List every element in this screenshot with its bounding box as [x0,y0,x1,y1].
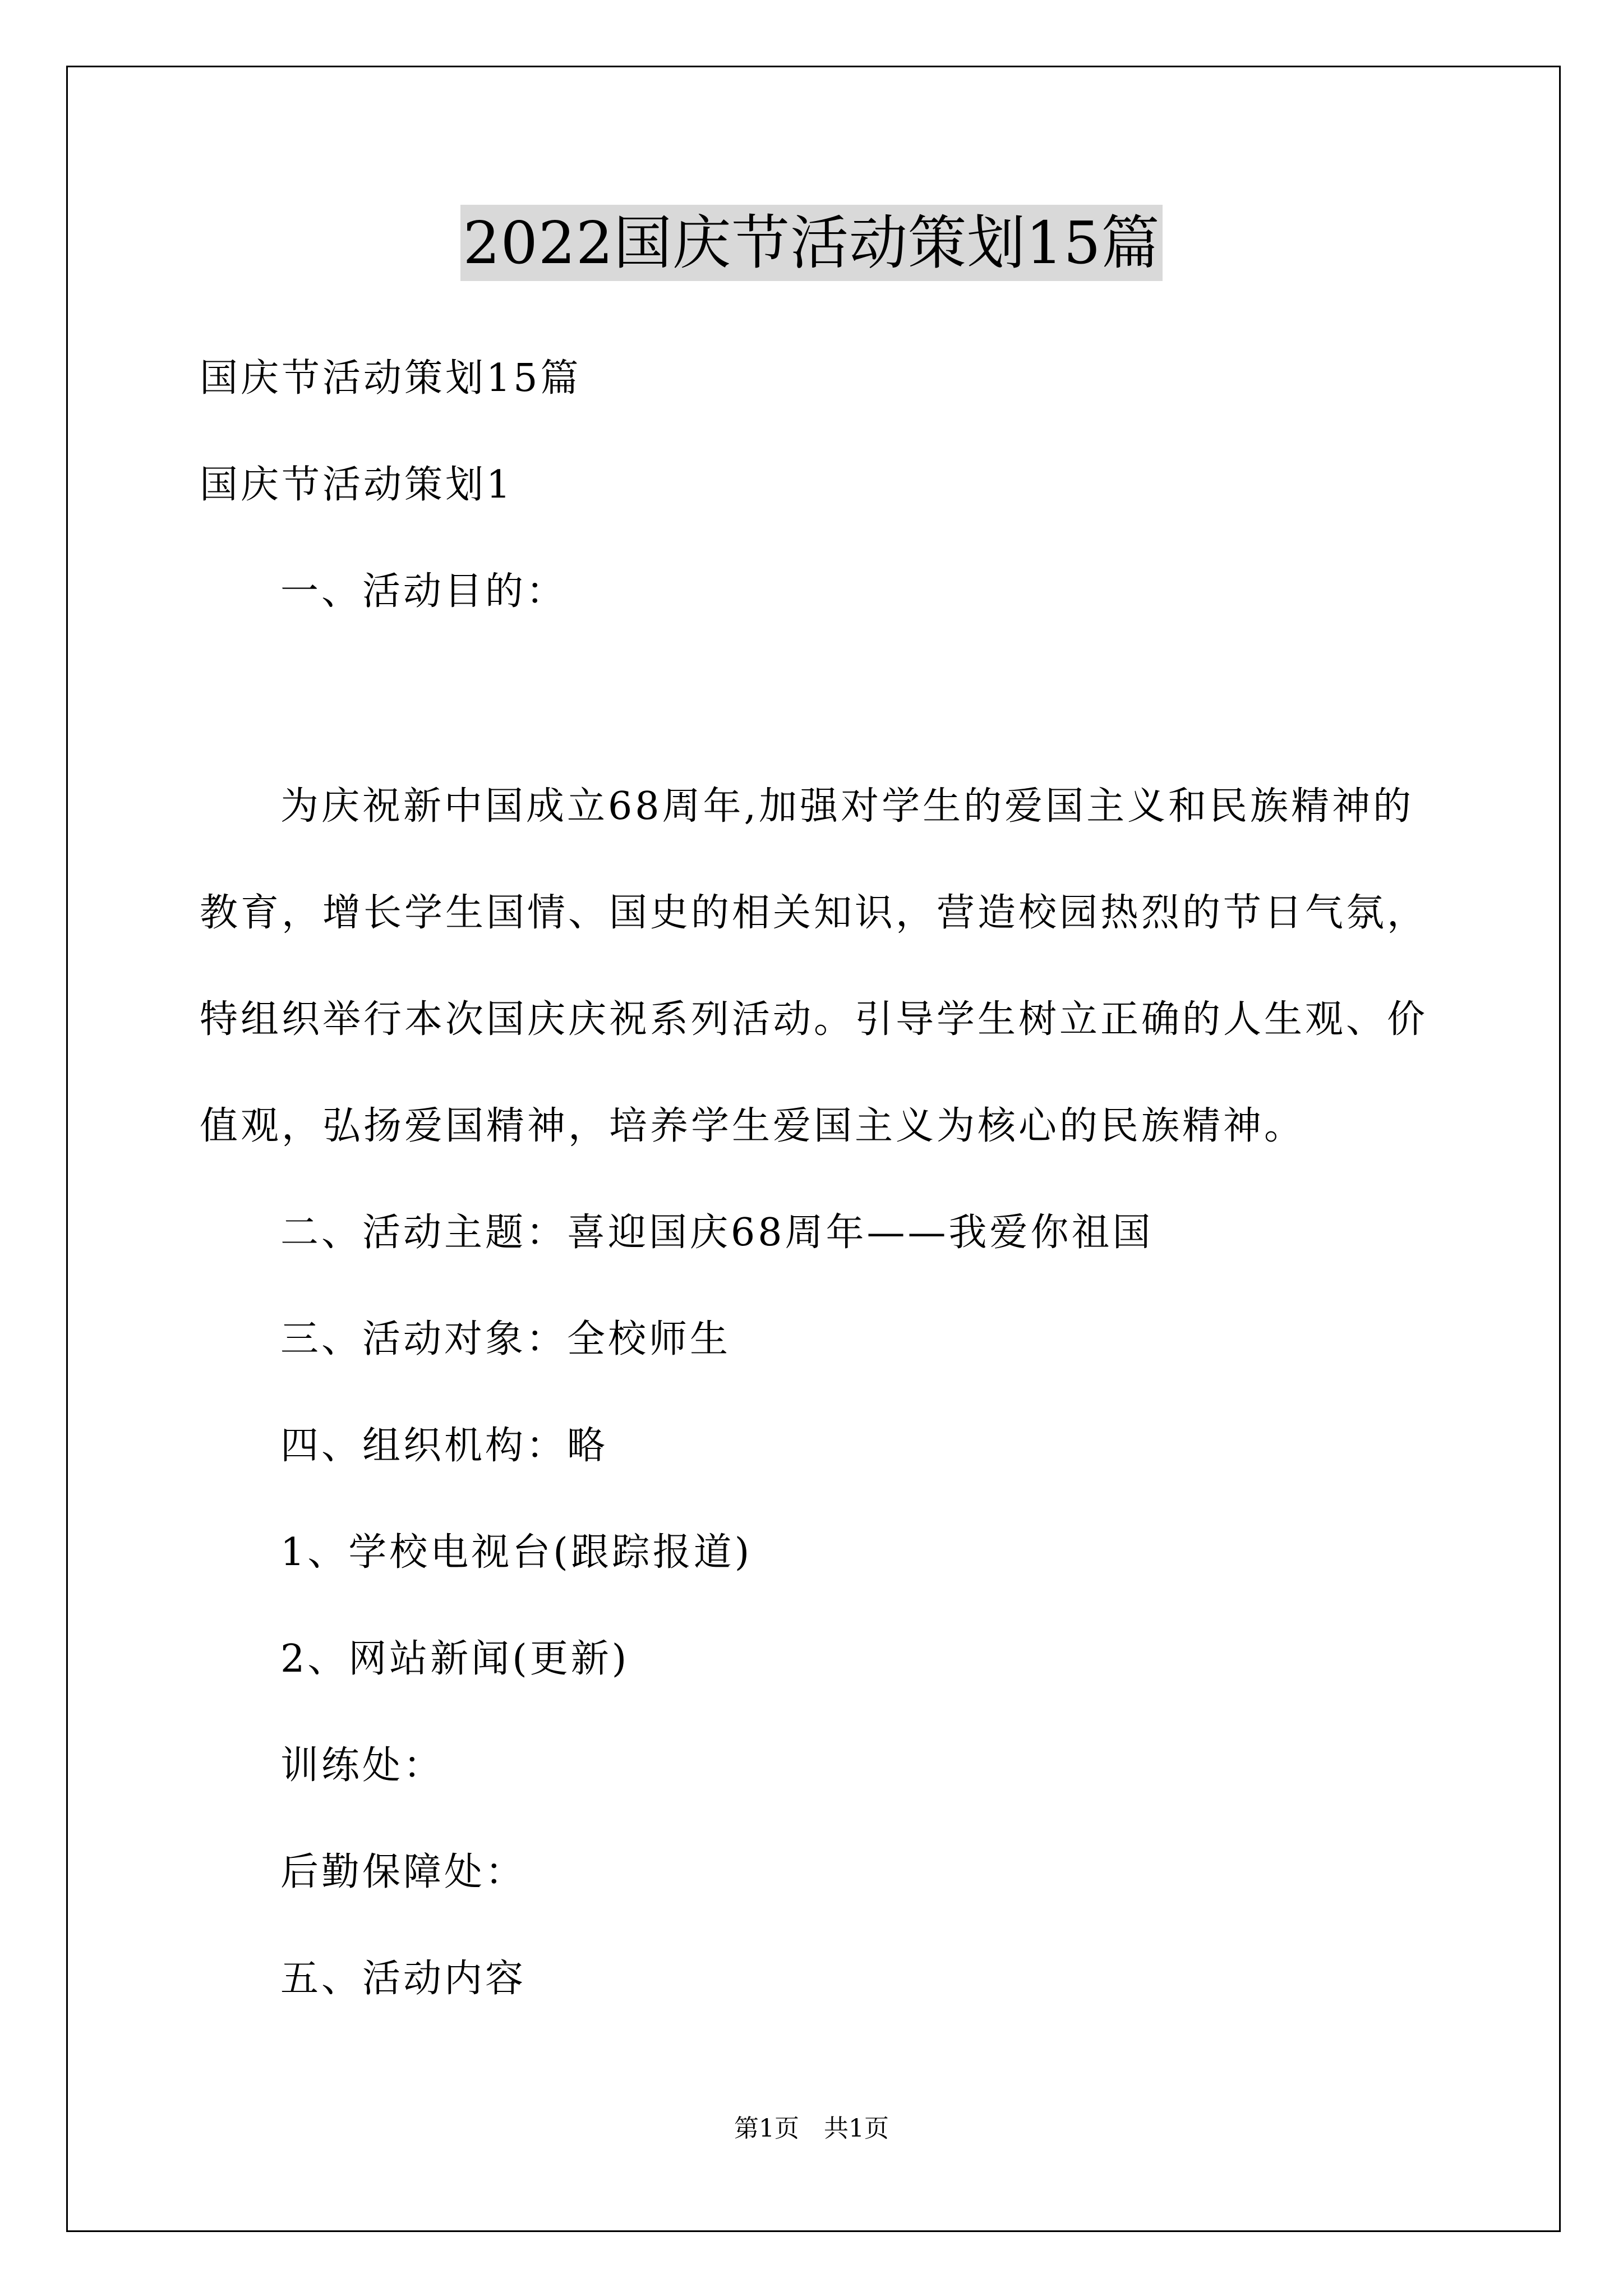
paragraph-section-2: 二、活动主题：喜迎国庆68周年——我爱你祖国 [280,1211,1154,1255]
paragraph-body-line-1: 为庆祝新中国成立68周年,加强对学生的爱国主义和民族精神的 [280,784,1414,829]
paragraph-body-line-2: 教育，增长学生国情、国史的相关知识，营造校园热烈的节日气氛， [200,891,1428,935]
paragraph-section-5: 五、活动内容 [280,1957,527,2001]
page-footer: 第1页 共1页 [734,2114,889,2143]
paragraph-training-office: 训练处： [280,1743,445,1788]
paragraph-section-1: 一、活动目的： [280,569,568,614]
paragraph-subheading: 国庆节活动策划1 [200,463,514,507]
paragraph-heading: 国庆节活动策划15篇 [200,356,582,401]
document-title: 2022国庆节活动策划15篇 [460,205,1162,281]
paragraph-section-3: 三、活动对象：全校师生 [280,1317,731,1361]
paragraph-item-2: 2、网站新闻(更新) [280,1637,630,1681]
paragraph-body-line-3: 特组织举行本次国庆庆祝系列活动。引导学生树立正确的人生观、价 [200,997,1428,1042]
title-container [0,205,1623,281]
paragraph-section-4: 四、组织机构：略 [280,1424,608,1468]
paragraph-body-line-4: 值观，弘扬爱国精神，培养学生爱国主义为核心的民族精神。 [200,1104,1306,1148]
paragraph-item-1: 1、学校电视台(跟踪报道) [280,1530,753,1575]
paragraph-logistics-office: 后勤保障处： [280,1850,527,1894]
